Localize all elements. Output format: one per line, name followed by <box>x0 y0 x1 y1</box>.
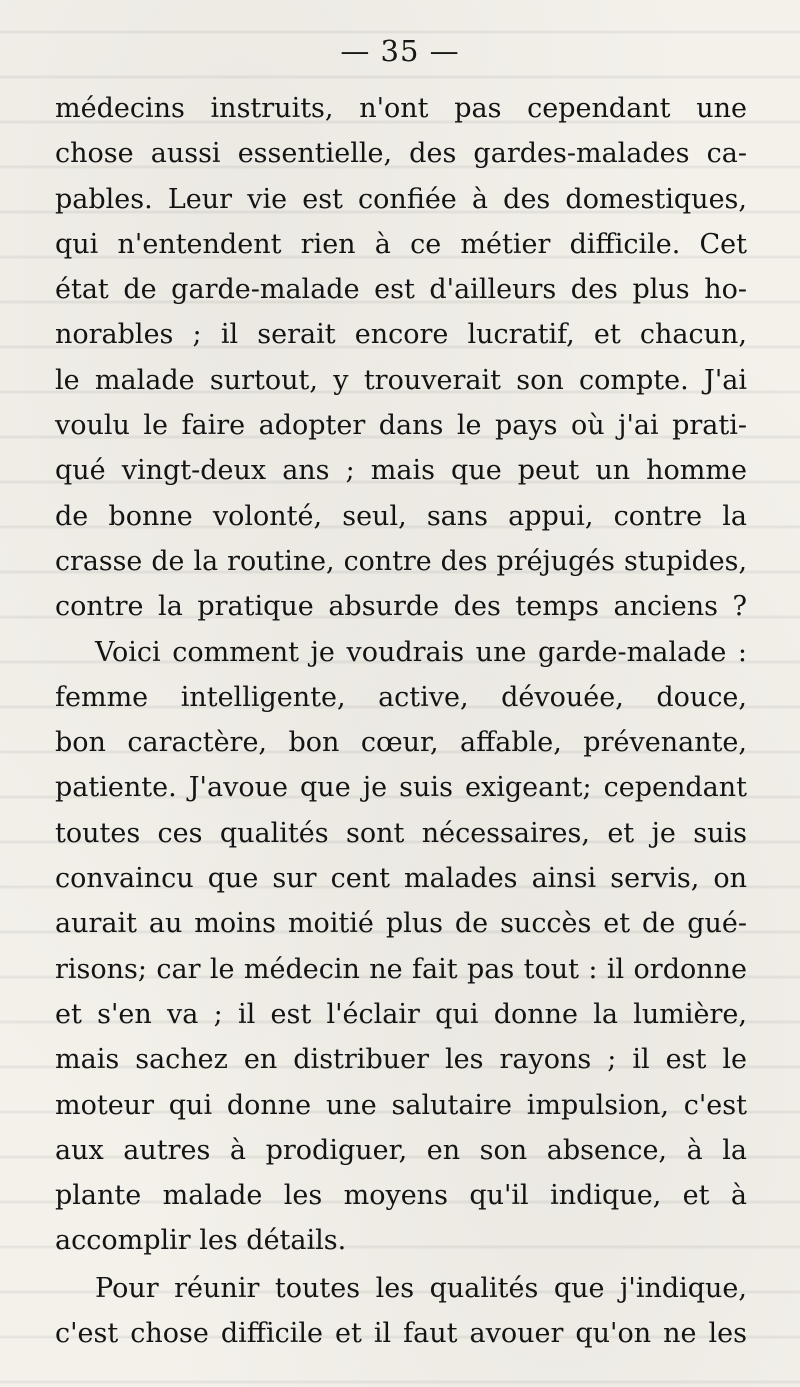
text-line: voulu le faire adopter dans le pays où j'ai prati- <box>55 410 747 442</box>
text-line: bon caractère, bon cœur, affable, prévenante, <box>55 727 747 759</box>
text-line: médecins instruits, n'ont pas cependant une <box>55 93 747 124</box>
text-line: Pour réunir toutes les qualités que j'indique, <box>95 1272 747 1304</box>
text-line: crasse de la routine, contre des préjugés stupides, <box>55 545 747 577</box>
text-line: toutes ces qualités sont nécessaires, et je suis <box>55 817 747 849</box>
text-line: patiente. J'avoue que je suis exigeant; cependant <box>55 772 747 804</box>
paragraph-1 <box>55 86 747 630</box>
text-line: plante malade les moyens qu'il indique, et à <box>55 1180 747 1212</box>
paragraph-2 <box>55 630 747 1264</box>
text-line: mais sachez en distribuer les rayons ; il est le <box>55 1044 747 1076</box>
text-line: pables. Leur vie est confiée à des domestiques, <box>55 183 747 215</box>
paragraph-3 <box>55 1266 747 1357</box>
text-line: aux autres à prodiguer, en son absence, à la <box>55 1134 747 1166</box>
text-line: contre la pratique absurde des temps anciens ? <box>55 591 747 623</box>
text-line: état de garde-malade est d'ailleurs des plus ho- <box>55 274 747 306</box>
text-line: Voici comment je voudrais une garde-malade : <box>95 636 747 668</box>
text-line: moteur qui donne une salutaire impulsion, c'est <box>55 1089 747 1121</box>
text-line: chose aussi essentielle, des gardes-malades ca- <box>55 138 747 170</box>
text-line: qui n'entendent rien à ce métier difficile. Cet <box>55 228 747 260</box>
text-line: risons; car le médecin ne fait pas tout : il ordonne <box>55 953 747 985</box>
text-line: norables ; il serait encore lucratif, et chacun, <box>55 319 747 351</box>
text-line: c'est chose difficile et il faut avouer qu'on ne les <box>55 1318 747 1350</box>
text-line: qué vingt-deux ans ; mais que peut un homme <box>55 455 747 487</box>
text-line: aurait au moins moitié plus de succès et de gué- <box>55 908 747 940</box>
text-line: et s'en va ; il est l'éclair qui donne la lumière, <box>55 998 747 1030</box>
text-line: accomplir les détails. <box>55 1225 347 1257</box>
body-text <box>55 86 747 1356</box>
page-number: — 35 — <box>340 34 460 68</box>
text-line: le malade surtout, y trouverait son compte. J'ai <box>55 364 747 396</box>
text-line: femme intelligente, active, dévouée, douce, <box>55 681 747 713</box>
text-line: de bonne volonté, seul, sans appui, contre la <box>55 500 747 532</box>
text-line: convaincu que sur cent malades ainsi servis, on <box>55 863 747 895</box>
